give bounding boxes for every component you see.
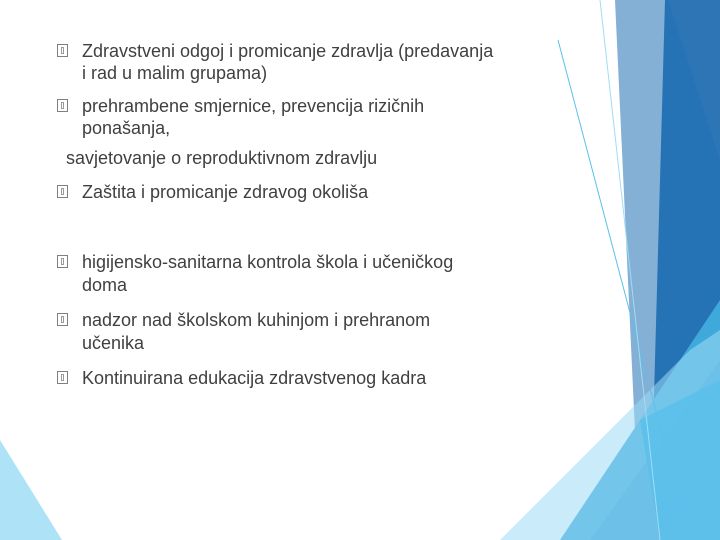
- list-item-text: savjetovanje o reproduktivnom zdravlju: [66, 148, 378, 168]
- corner-triangle-left: [0, 440, 62, 540]
- list-item-text: prehrambene smjernice, prevencija rizičnih: [82, 96, 425, 116]
- list-item-text: higijensko-sanitarna kontrola škola i učeničkog: [82, 252, 454, 272]
- list-item-text: doma: [82, 275, 128, 295]
- list-item-text: i rad u malim grupama): [82, 63, 268, 83]
- square-bullet-icon: [57, 255, 68, 268]
- list-item-text: Kontinuirana edukacija zdravstvenog kadra: [82, 368, 427, 388]
- list-item-text: ponašanja,: [82, 118, 171, 138]
- list-item-text: Zdravstveni odgoj i promicanje zdravlja (predavanja: [82, 41, 494, 61]
- list-item-text: nadzor nad školskom kuhinjom i prehranom: [82, 310, 431, 330]
- square-bullet-icon: [57, 313, 68, 326]
- list-item-text: Zaštita i promicanje zdravog okoliša: [82, 182, 369, 202]
- square-bullet-icon: [57, 44, 68, 57]
- square-bullet-icon: [57, 371, 68, 384]
- list-item-text: učenika: [82, 333, 145, 353]
- square-bullet-icon: [57, 99, 68, 112]
- square-bullet-icon: [57, 185, 68, 198]
